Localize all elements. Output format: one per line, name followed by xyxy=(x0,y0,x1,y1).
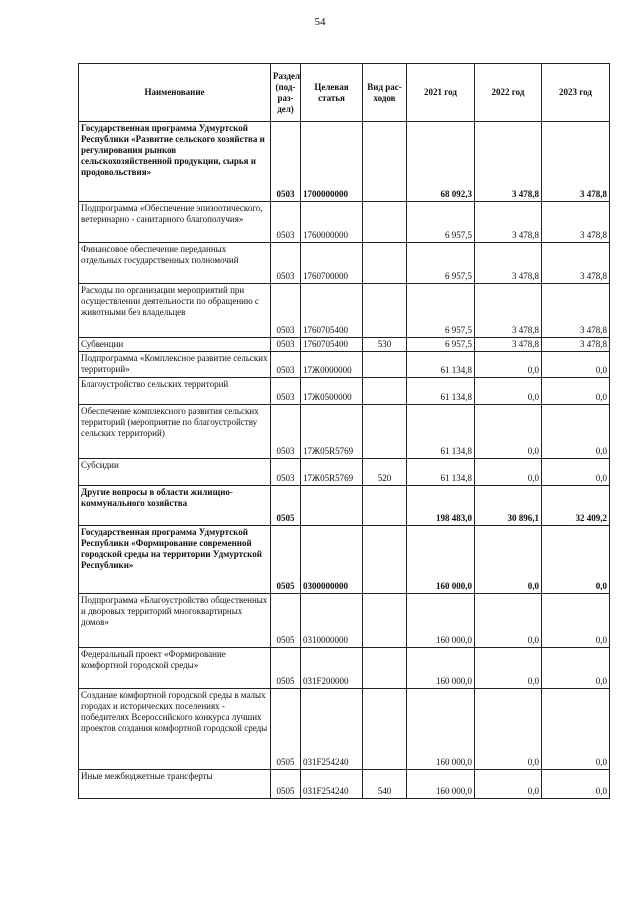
row-section: 0505 xyxy=(271,689,301,770)
row-2022: 3 478,8 xyxy=(475,243,542,284)
row-2022: 0,0 xyxy=(475,770,542,799)
row-type xyxy=(363,689,407,770)
row-section: 0505 xyxy=(271,648,301,689)
row-2023: 0,0 xyxy=(542,378,610,405)
row-section: 0503 xyxy=(271,122,301,202)
column-header-type: Вид рас- ходов xyxy=(363,64,407,122)
row-type xyxy=(363,594,407,648)
row-2023: 0,0 xyxy=(542,689,610,770)
row-2022: 3 478,8 xyxy=(475,202,542,243)
row-name: Иные межбюджетные трансферты xyxy=(79,770,271,799)
row-section: 0505 xyxy=(271,486,301,526)
table-row xyxy=(79,352,610,378)
row-target: 1760700000 xyxy=(301,243,363,284)
row-name: Расходы по организации мероприятий при осуществлении деятельности по обращению с животными без владельцев xyxy=(79,284,271,338)
row-name: Субвенции xyxy=(79,338,271,352)
row-target: 0310000000 xyxy=(301,594,363,648)
row-2023: 0,0 xyxy=(542,648,610,689)
row-name: Другие вопросы в области жилищно-коммунального хозяйства xyxy=(79,486,271,526)
row-2022: 0,0 xyxy=(475,352,542,378)
page-number: 54 xyxy=(314,16,326,28)
row-2021: 68 092,3 xyxy=(407,122,475,202)
table-row xyxy=(79,526,610,594)
row-target: 17Ж0000000 xyxy=(301,352,363,378)
row-target: 031F254240 xyxy=(301,689,363,770)
column-header-section: Раздел (под- раз- дел) xyxy=(271,64,301,122)
row-name: Благоустройство сельских территорий xyxy=(79,378,271,405)
table-row xyxy=(79,122,610,202)
table-row xyxy=(79,202,610,243)
row-2022: 0,0 xyxy=(475,594,542,648)
row-2021: 6 957,5 xyxy=(407,284,475,338)
row-2021: 61 134,8 xyxy=(407,459,475,486)
row-2022: 0,0 xyxy=(475,689,542,770)
row-2021: 61 134,8 xyxy=(407,405,475,459)
row-section: 0503 xyxy=(271,284,301,338)
column-header-name: Наименование xyxy=(79,64,271,122)
row-target: 1700000000 xyxy=(301,122,363,202)
row-name: Создание комфортной городской среды в малых городах и исторических поселениях - победителях Всероссийского конкурса лучших проектов создания комфортной городской среды xyxy=(79,689,271,770)
row-type xyxy=(363,486,407,526)
row-2023: 3 478,8 xyxy=(542,338,610,352)
table-row xyxy=(79,284,610,338)
budget-table xyxy=(78,63,610,799)
column-header-2023: 2023 год xyxy=(542,64,610,122)
row-section: 0503 xyxy=(271,405,301,459)
table-row xyxy=(79,689,610,770)
row-2022: 3 478,8 xyxy=(475,122,542,202)
row-type xyxy=(363,405,407,459)
column-header-2021: 2021 год xyxy=(407,64,475,122)
row-target: 1760705400 xyxy=(301,338,363,352)
table-row xyxy=(79,459,610,486)
row-2023: 3 478,8 xyxy=(542,243,610,284)
row-2022: 30 896,1 xyxy=(475,486,542,526)
row-2022: 0,0 xyxy=(475,648,542,689)
row-2023: 32 409,2 xyxy=(542,486,610,526)
table-row xyxy=(79,243,610,284)
row-target: 17Ж05R5769 xyxy=(301,405,363,459)
row-target: 031F254240 xyxy=(301,770,363,799)
row-name: Подпрограмма «Благоустройство общественных и дворовых территорий многоквартирных домов» xyxy=(79,594,271,648)
row-section: 0503 xyxy=(271,352,301,378)
table-body xyxy=(79,122,610,799)
row-2022: 0,0 xyxy=(475,378,542,405)
row-name: Финансовое обеспечение переданных отдельных государственных полномочий xyxy=(79,243,271,284)
row-2023: 0,0 xyxy=(542,405,610,459)
row-2021: 160 000,0 xyxy=(407,526,475,594)
row-type: 530 xyxy=(363,338,407,352)
row-target: 1760705400 xyxy=(301,284,363,338)
row-name: Государственная программа Удмуртской Республики «Формирование современной городской среды на территории Удмуртской Республики» xyxy=(79,526,271,594)
table-header-row xyxy=(79,64,610,122)
row-name: Подпрограмма «Комплексное развитие сельских территорий» xyxy=(79,352,271,378)
row-type xyxy=(363,352,407,378)
row-target: 17Ж05R5769 xyxy=(301,459,363,486)
row-2022: 0,0 xyxy=(475,526,542,594)
table-row xyxy=(79,594,610,648)
row-section: 0505 xyxy=(271,594,301,648)
column-header-target: Целевая статья xyxy=(301,64,363,122)
row-2022: 3 478,8 xyxy=(475,338,542,352)
row-type xyxy=(363,648,407,689)
row-type xyxy=(363,202,407,243)
column-header-2022: 2022 год xyxy=(475,64,542,122)
row-section: 0503 xyxy=(271,202,301,243)
row-2022: 0,0 xyxy=(475,405,542,459)
row-2021: 160 000,0 xyxy=(407,648,475,689)
row-2023: 0,0 xyxy=(542,352,610,378)
row-2021: 6 957,5 xyxy=(407,243,475,284)
row-2022: 3 478,8 xyxy=(475,284,542,338)
row-2023: 0,0 xyxy=(542,594,610,648)
table-row xyxy=(79,770,610,799)
row-target: 0300000000 xyxy=(301,526,363,594)
row-type xyxy=(363,526,407,594)
row-type: 520 xyxy=(363,459,407,486)
row-2023: 3 478,8 xyxy=(542,122,610,202)
row-target: 031F200000 xyxy=(301,648,363,689)
row-type xyxy=(363,284,407,338)
row-type: 540 xyxy=(363,770,407,799)
row-type xyxy=(363,243,407,284)
row-name: Обеспечение комплексного развития сельских территорий (мероприятие по благоустройству сельских территорий) xyxy=(79,405,271,459)
row-2021: 6 957,5 xyxy=(407,202,475,243)
table-row xyxy=(79,405,610,459)
row-section: 0505 xyxy=(271,526,301,594)
row-2021: 160 000,0 xyxy=(407,689,475,770)
row-section: 0503 xyxy=(271,459,301,486)
row-2021: 198 483,0 xyxy=(407,486,475,526)
row-section: 0503 xyxy=(271,243,301,284)
row-target xyxy=(301,486,363,526)
row-name: Федеральный проект «Формирование комфортной городской среды» xyxy=(79,648,271,689)
row-target: 1760000000 xyxy=(301,202,363,243)
row-2021: 160 000,0 xyxy=(407,594,475,648)
row-2023: 3 478,8 xyxy=(542,284,610,338)
row-name: Государственная программа Удмуртской Республики «Развитие сельского хозяйства и регулирования рынков сельскохозяйственной продукции, сырья и продовольствия» xyxy=(79,122,271,202)
row-target: 17Ж0500000 xyxy=(301,378,363,405)
row-section: 0503 xyxy=(271,378,301,405)
row-2023: 0,0 xyxy=(542,459,610,486)
row-2021: 61 134,8 xyxy=(407,378,475,405)
row-2022: 0,0 xyxy=(475,459,542,486)
row-name: Субсидии xyxy=(79,459,271,486)
row-2021: 6 957,5 xyxy=(407,338,475,352)
row-2021: 160 000,0 xyxy=(407,770,475,799)
row-type xyxy=(363,378,407,405)
row-section: 0503 xyxy=(271,338,301,352)
table-row xyxy=(79,378,610,405)
table-row xyxy=(79,338,610,352)
row-section: 0505 xyxy=(271,770,301,799)
row-2023: 0,0 xyxy=(542,526,610,594)
row-2021: 61 134,8 xyxy=(407,352,475,378)
row-type xyxy=(363,122,407,202)
table-row xyxy=(79,486,610,526)
row-2023: 3 478,8 xyxy=(542,202,610,243)
table-row xyxy=(79,648,610,689)
row-name: Подпрограмма «Обеспечение эпизоотического, ветеринарно - санитарного благополучия» xyxy=(79,202,271,243)
row-2023: 0,0 xyxy=(542,770,610,799)
